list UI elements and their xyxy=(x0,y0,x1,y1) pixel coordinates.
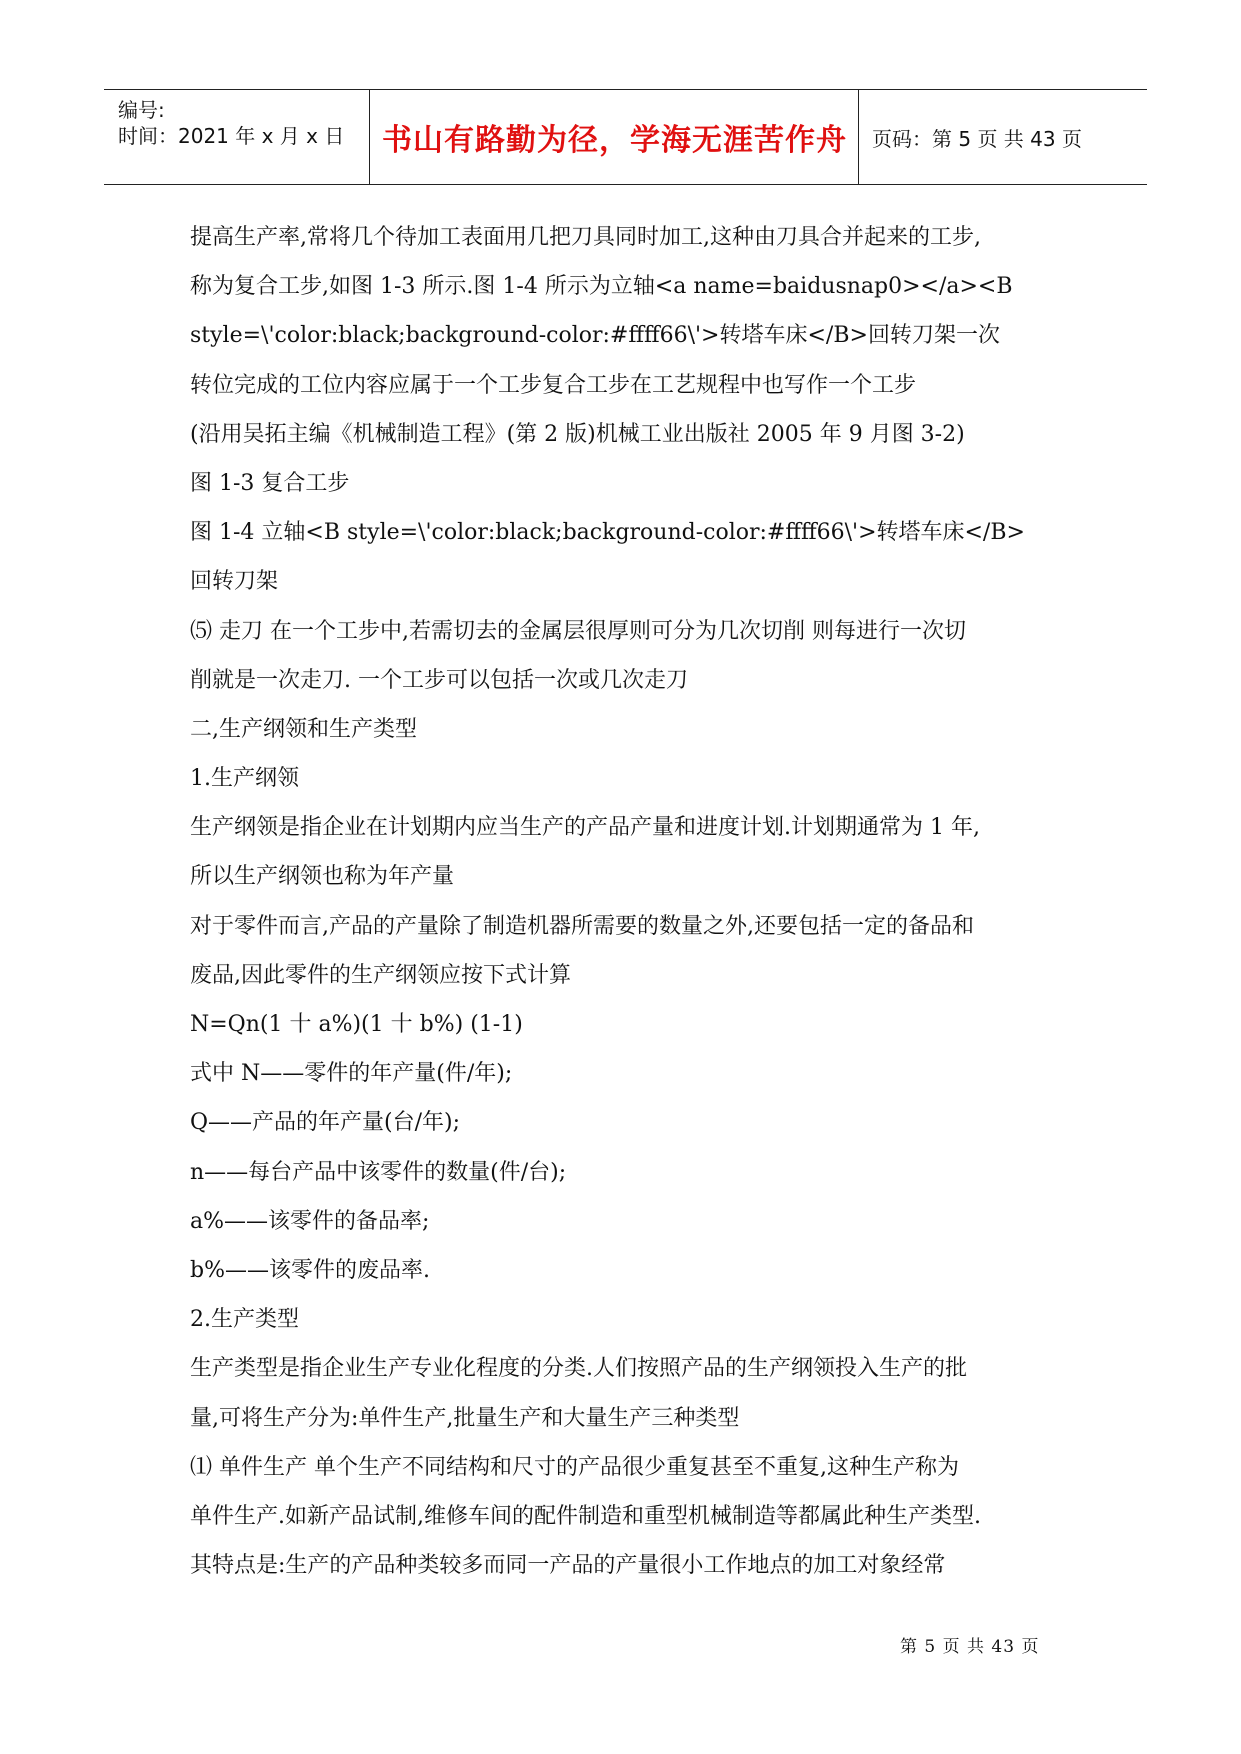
time-label: 时间：2021 年 x 月 x 日 xyxy=(118,124,345,148)
header-motto: 书山有路勤为径，学海无涯苦作舟 xyxy=(382,123,847,158)
body-line: 提高生产率,常将几个待加工表面用几把刀具同时加工,这种由刀具合并起来的工步, xyxy=(190,225,981,250)
page-footer: 第 5 页 共 43 页 xyxy=(900,1637,1040,1657)
body-line: 所以生产纲领也称为年产量 xyxy=(190,864,455,890)
body-line: 量,可将生产分为:单件生产,批量生产和大量生产三种类型 xyxy=(190,1405,740,1431)
body-line: 其特点是:生产的产品种类较多而同一产品的产量很小工作地点的加工对象经常 xyxy=(190,1553,946,1579)
document-body xyxy=(190,213,1080,1590)
body-line: ⑸ 走刀 在一个工步中,若需切去的金属层很厚则可分为几次切削 则每进行一次切 xyxy=(190,618,966,644)
body-line: ⑴ 单件生产 单个生产不同结构和尺寸的产品很少重复甚至不重复,这种生产称为 xyxy=(190,1454,959,1480)
body-line: 称为复合工步,如图 1-3 所示.图 1-4 所示为立轴<a name=baidusnap0></a><B xyxy=(190,274,1013,300)
body-line: style=\'color:black;background-color:#ffff66\'>转塔车床</B>回转刀架一次 xyxy=(190,323,1000,349)
body-line: 生产类型是指企业生产专业化程度的分类.人们按照产品的生产纲领投入生产的批 xyxy=(190,1356,967,1382)
formula-definition: Q——产品的年产量(台/年); xyxy=(190,1110,461,1136)
body-line: 生产纲领是指企业在计划期内应当生产的产品产量和进度计划.计划期通常为 1 年, xyxy=(190,815,980,841)
formula-definition: n——每台产品中该零件的数量(件/台); xyxy=(190,1159,567,1185)
formula-definition: 式中 N——零件的年产量(件/年); xyxy=(190,1061,513,1087)
header-divider xyxy=(369,90,370,184)
header-divider xyxy=(858,90,859,184)
body-line: 对于零件而言,产品的产量除了制造机器所需要的数量之外,还要包括一定的备品和 xyxy=(190,913,974,939)
figure-caption: 图 1-4 立轴<B style=\'color:black;background-color:#ffff66\'>转塔车床</B> xyxy=(190,520,1025,546)
header-left-cell xyxy=(118,90,364,184)
subsection-heading: 2.生产类型 xyxy=(190,1307,299,1333)
header-page-code: 页码：第 5 页 共 43 页 xyxy=(872,126,1082,151)
body-line: 单件生产.如新产品试制,维修车间的配件制造和重型机械制造等都属此种生产类型. xyxy=(190,1503,981,1529)
formula-definition: b%——该零件的废品率. xyxy=(190,1257,430,1283)
body-line: 转位完成的工位内容应属于一个工步复合工步在工艺规程中也写作一个工步 xyxy=(190,372,917,398)
body-line: (沿用吴拓主编《机械制造工程》(第 2 版)机械工业出版社 2005 年 9 月图 3-2) xyxy=(190,421,965,447)
section-heading: 二,生产纲领和生产类型 xyxy=(190,716,417,742)
subsection-heading: 1.生产纲领 xyxy=(190,766,299,792)
serial-number-label: 编号: xyxy=(118,98,165,122)
formula-definition: a%——该零件的备品率; xyxy=(190,1208,430,1234)
body-line: 废品,因此零件的生产纲领应按下式计算 xyxy=(190,962,571,988)
page-header xyxy=(104,89,1147,185)
body-line: 削就是一次走刀. 一个工步可以包括一次或几次走刀 xyxy=(190,667,688,693)
body-line: 回转刀架 xyxy=(190,569,279,595)
formula: N=Qn(1 十 a%)(1 十 b%) (1-1) xyxy=(190,1012,523,1037)
figure-caption: 图 1-3 复合工步 xyxy=(190,470,350,496)
